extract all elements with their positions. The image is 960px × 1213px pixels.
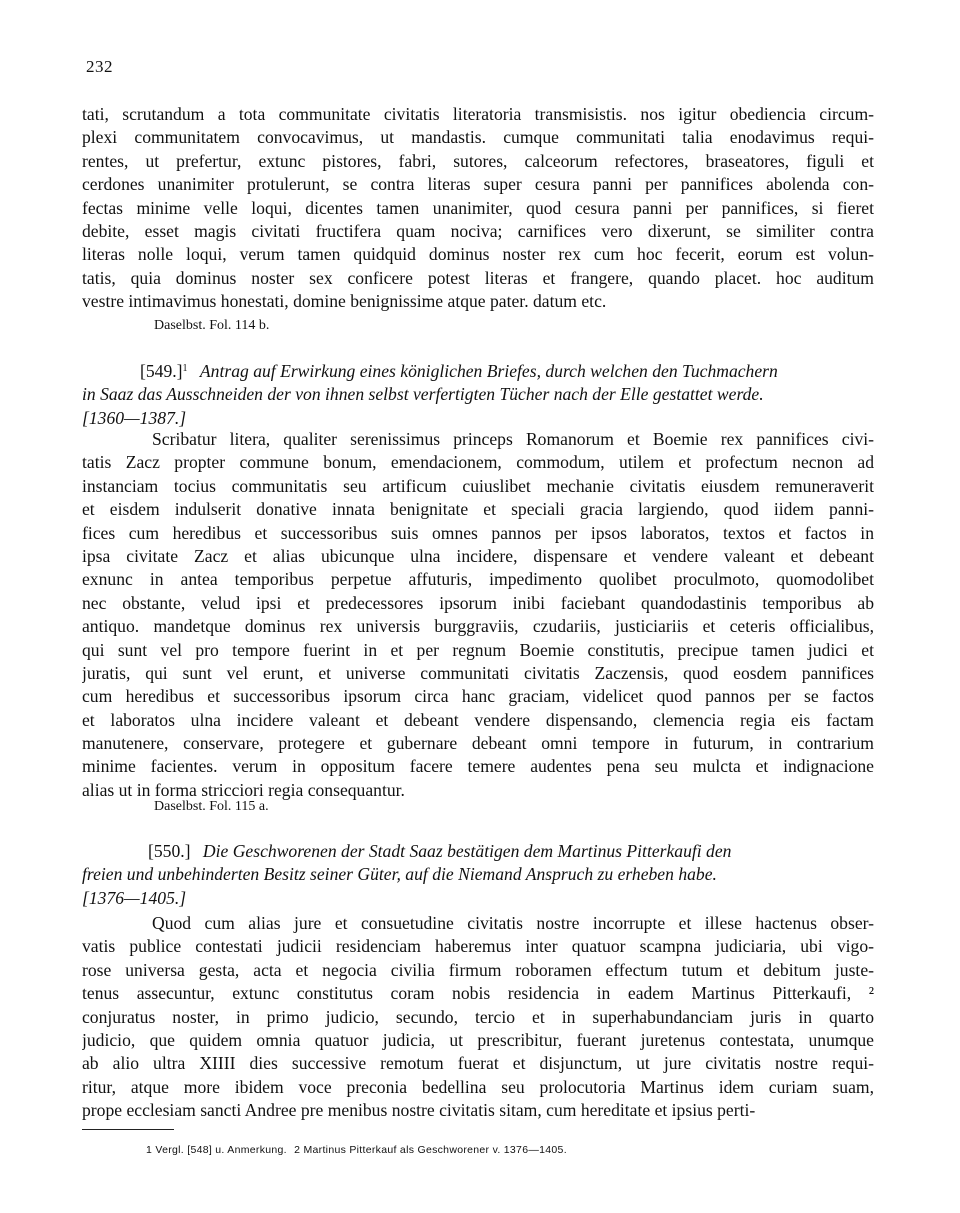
- text-line: tati, scrutandum a tota communitate civitatis literatoria transmisistis. nos igitur obediencia circum-: [82, 104, 874, 124]
- text-line: ab alio ultra XIIII dies successive remotum fuerat et disjunctum, ut jure civitatis nostre requi-: [82, 1053, 874, 1074]
- text-line: ipsa civitate Zacz et alias ubicunque ulna incidere, dispensare et vendere valeant et debeant: [82, 545, 874, 566]
- text-line: qui sunt vel pro tempore fuerint in et per regnum Boemie constitutis, precipue tamen judici et: [82, 639, 874, 660]
- document-heading-550: [82, 840, 874, 910]
- document-heading-549: [82, 357, 874, 430]
- text-line: debite, esset magis civitati fructifera quam nociva; carnifices vero dixerunt, se similiter contra: [82, 220, 874, 241]
- text-line: tatis, quia dominus noster sex conficere potest literas et frangere, quando placet. hoc auditum: [82, 267, 874, 288]
- text-line: prope ecclesiam sancti Andree pre menibus nostre civitatis sitam, cum hereditate et ipsius perti-: [82, 1100, 756, 1121]
- text-line: tenus assecuntur, extunc constitutus coram nobis residencia in eadem Martinus Pitterkaufi, ²: [82, 983, 874, 1004]
- document-number: [549.]: [140, 361, 183, 381]
- source-reference-1: Daselbst. Fol. 114 b.: [154, 318, 270, 333]
- text-line: plexi communitatem convocavimus, ut mandastis. cumque communitati talia enodavimus requi-: [82, 127, 874, 148]
- text-line: conjuratus noster, in primo judicio, secundo, tercio et in superhabundanciam juris in quarto: [82, 1006, 874, 1027]
- text-line: fectas minime velle loqui, dicentes tamen unanimiter, quod cesura panni per pannifices, si fieret: [82, 197, 874, 218]
- footnote-divider: [82, 1129, 174, 1130]
- text-line: literas nolle loqui, verum tamen quidquid dominus noster rex cum hoc fecerit, eorum est volun-: [82, 244, 874, 265]
- text-line: Quod cum alias jure et consuetudine civitatis nostre incorrupte et illese hactenus obser-: [152, 913, 874, 933]
- text-line: rentes, ut prefertur, extunc pistores, fabri, sutores, calceorum refectores, braseatores, figuli et: [82, 150, 874, 171]
- text-line: vestre intimavimus honestati, domine benignissime atque pater. datum etc.: [82, 291, 607, 312]
- text-line: exnunc in antea temporibus perpetue affuturis, impedimento quolibet proculmoto, quomodolibet: [82, 569, 874, 590]
- heading-date: [1360—1387.]: [82, 407, 187, 428]
- heading-title-line: Die Geschworenen der Stadt Saaz bestätigen dem Martinus Pitterkaufi den: [202, 841, 732, 861]
- footnote-mark: 1: [182, 363, 188, 374]
- page-number: 232: [86, 57, 113, 76]
- text-line: fices cum heredibus et successoribus suis omnes pannos per ipsos laboratos, textos et factos in: [82, 522, 874, 543]
- heading-title-line: Antrag auf Erwirkung eines königlichen Briefes, durch welchen den Tuchmachern: [199, 361, 778, 381]
- paragraph-550: [82, 912, 874, 1123]
- text-line: cerdones unanimiter protulerunt, se contra literas super cesura panni per pannifices abolenda con-: [82, 174, 874, 195]
- footnote-2: 2 Martinus Pitterkauf als Geschworener v. 1376—1405.: [294, 1144, 567, 1156]
- text-line: nec obstante, velud ipsi et predecessores ipsorum inibi faciebant quandodastinis temporibus ab: [82, 592, 874, 613]
- text-line: manutenere, conservare, protegere et gubernare debeant omni tempore in futurum, in contrarium: [82, 733, 874, 754]
- text-line: cum heredibus et successoribus ipsorum circa hanc graciam, videlicet quod pannos per se factos: [82, 686, 874, 707]
- text-line: et laboratos ulna incidere valeant et debeant vendere dispensando, clemencia regia eis factam: [82, 709, 874, 730]
- text-line: ritur, atque more ibidem voce preconia bedellina seu prolocutoria Martinus idem curiam suam,: [82, 1076, 874, 1097]
- text-line: tatis Zacz propter commune bonum, emendacionem, commodum, utilem et profectum necnon ad: [82, 452, 874, 473]
- footnote-1: 1 Vergl. [548] u. Anmerkung.: [146, 1144, 287, 1156]
- text-line: vatis publice contestati judicii residenciam haberemus inter quatuor scampna judiciaria, ubi vigo-: [82, 936, 874, 957]
- text-line: rose universa gesta, acta et negocia civilia firmum roboramen effectum tutum et debitum juste-: [82, 959, 874, 980]
- paragraph-549: [82, 428, 874, 802]
- text-line: et eisdem indulserit donative innata benignitate et speciali gracia largiendo, quod iidem panni-: [82, 499, 874, 520]
- text-line: instanciam tocius communitatis seu artificum cuiuslibet mechanie civitatis eiusdem remuneraverit: [82, 475, 874, 496]
- heading-title-line: in Saaz das Ausschneiden der von ihnen selbst verfertigten Tücher nach der Elle gestattet werde.: [82, 384, 764, 405]
- text-line: minime facientes. verum in oppositum facere temere audentes pena seu mulcta et indignacione: [82, 756, 874, 777]
- text-line: Scribatur litera, qualiter serenissimus princeps Romanorum et Boemie rex pannifices civi-: [152, 429, 874, 449]
- document-number: [550.]: [148, 841, 191, 861]
- text-line: judicio, que quidem omnia quatuor judicia, ut prescribitur, fuerant juretenus contestata, unumque: [82, 1029, 874, 1050]
- footnotes: [146, 1144, 571, 1156]
- heading-title-line: freien und unbehinderten Besitz seiner Güter, auf die Niemand Anspruch zu erheben habe.: [82, 864, 717, 885]
- text-line: antiquo. mandetque dominus rex universis burggraviis, czudariis, justiciariis et ceteris officialibus,: [82, 616, 874, 637]
- heading-date: [1376—1405.]: [82, 887, 187, 908]
- text-line: juratis, qui sunt vel erunt, et universe communitati civitatis Zaczensis, quod eosdem pannifices: [82, 662, 874, 683]
- source-reference-2: Daselbst. Fol. 115 a.: [154, 799, 269, 814]
- text-line: alias ut in forma stricciori regia consequantur.: [82, 779, 405, 800]
- paragraph-continuation: [82, 103, 874, 314]
